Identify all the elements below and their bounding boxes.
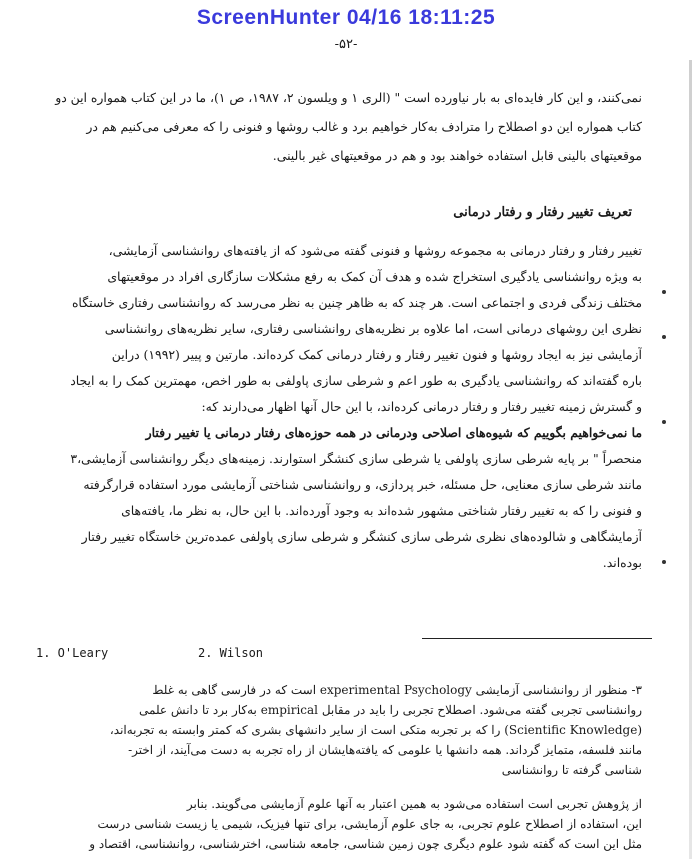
quote-line: و فنونی را که به تغییر رفتار شناختی مشهور شده‌اند به وجود آورده‌اند. با این حال، به نظر ما، یافته‌های	[121, 503, 642, 518]
body-line: به ویژه روانشناسی یادگیری استخراج شده و هدف آن کمک به رفع مشکلات سازگاری افراد در موقعیتهای	[107, 269, 642, 284]
footnote-line: از پژوهش تجربی است استفاده می‌شود به همین اعتبار به آنها علوم آزمایشی می‌گویند. بنابر	[186, 797, 642, 811]
body-line: باره گفته‌اند که روانشناسی یادگیری به طور اعم و شرطی سازی پاولفی به طور اخص، مهمترین کمک را به ایجاد	[70, 373, 642, 388]
margin-dot	[662, 290, 666, 294]
quote-line: مانند شرطی سازی معنایی، حل مسئله، خبر پردازی، و روانشناسی شناختی آزمایشی مورد استفاده قرارگرفته	[83, 477, 642, 492]
quote-line: منحصراً " بر پایه شرطی سازی پاولفی یا شرطی سازی کنشگر استوارند. زمینه‌های دیگر روانشناسی آزمایشی،۳	[70, 451, 642, 466]
screenhunter-watermark: ScreenHunter 04/16 18:11:25	[196, 6, 496, 29]
intro-line: موقعیتهای بالینی قابل استفاده خواهند بود و هم در موقعیتهای غیر بالینی.	[272, 148, 642, 163]
section-heading: تعریف تغییر رفتار و رفتار درمانی	[453, 205, 632, 220]
body-paragraph	[22, 238, 642, 576]
footnote-line: روانشناسی تجربی گفته می‌شود. اصطلاح تجربی را باید در مقابل empirical به‌کار برد تا دانش علمی	[139, 703, 642, 717]
footnote-separator	[422, 638, 652, 639]
footnote-line: این، استفاده از اصطلاح علوم تجربی، به جای علوم آزمایشی، برای تنها فیزیک، شیمی یا زیست شناسی درست	[97, 817, 642, 831]
body-line: نظری این روشهای درمانی است، اما علاوه بر نظریه‌های روانشناسی رفتاری، سایر نظریه‌های روانشناسی	[104, 321, 642, 336]
footnote-ref-oleary: 1. O'Leary	[36, 646, 109, 660]
footnote-line: مثل این است که گفته شود علوم دیگری چون زمین شناسی، جامعه شناسی، اخترشناسی، روانشناسی، اقتصاد و	[89, 837, 642, 851]
body-line: آزمایشی نیز به ایجاد روشها و فنون تغییر رفتار و رفتار درمانی کمک کرده‌اند. مارتین و پییر (۱۹۹۲) دراین	[111, 347, 642, 362]
footnote-line: مانند فلسفه، متمایز گرداند. همه دانشها یا علومی که یافته‌هایشان از راه تجربه به دست می‌آیند، از اختر-	[128, 743, 642, 757]
footnote-ref-wilson: 2. Wilson	[198, 646, 264, 660]
footnote-line: ۳- منظور از روانشناسی آزمایشی experimental Psychology است که در فارسی گاهی به غلط	[152, 683, 642, 697]
footnote-block	[22, 680, 642, 854]
margin-dot	[662, 560, 666, 564]
page-number: -۵۲-	[334, 37, 358, 52]
footnote-line: (Scientific Knowledge) را که بر تجربه متکی است از سایر دانشهای بشری که کمتر وابسته به تجربه‌اند،	[109, 723, 642, 737]
intro-paragraph	[22, 88, 642, 165]
intro-line: کتاب همواره این دو اصطلاح را مترادف به‌کار خواهیم برد و غالب روشها و فنونی را که معرفی می‌کنیم هم در	[86, 119, 642, 134]
margin-dot	[662, 335, 666, 339]
quote-line: آزمایشگاهی و شالوده‌های نظری شرطی سازی کنشگر و شرطی سازی پاولفی عمده‌ترین خاستگاه تغییر رفتار	[81, 529, 642, 544]
body-line: تغییر رفتار و رفتار درمانی به مجموعه روشها و فنونی گفته می‌شود که از یافته‌های روانشناسی آزمایشی،	[108, 243, 642, 258]
intro-line: نمی‌کنند، و این کار فایده‌ای به بار نیاورده است " (الری ۱ و ویلسون ۲، ۱۹۸۷، ص ۱)، ما در این کتاب همواره این دو	[55, 90, 642, 105]
footnote-line: شناسی گرفته تا روانشناسی	[501, 763, 642, 777]
body-line: و گسترش زمینه تغییر رفتار و رفتار درمانی کرده‌اند، با این حال آنها اظهار می‌دارند که:	[201, 399, 642, 414]
body-line: مختلف زندگی فردی و اجتماعی است. هر چند که به ظاهر چنین به نظر می‌رسد که روانشناسی رفتاری خاستگاه	[71, 295, 642, 310]
quote-line: بوده‌اند.	[602, 555, 642, 570]
margin-dot	[662, 420, 666, 424]
quote-line: ما نمی‌خواهیم بگوییم که شیوه‌های اصلاحی ودرمانی در همه حوزه‌های رفتار درمانی یا تغییر رفتار	[145, 425, 642, 440]
